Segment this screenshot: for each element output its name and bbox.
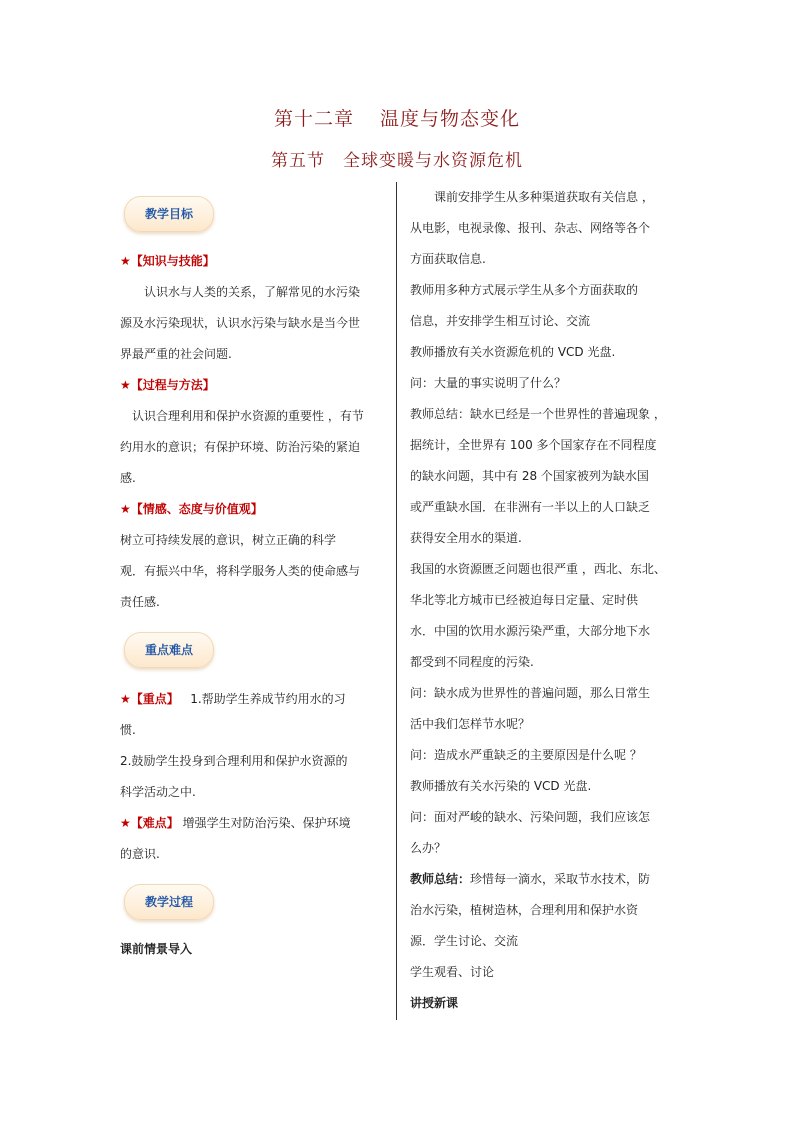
knowledge-skills-heading: ★【知识与技能】 [120,254,215,268]
key-point-line: 2.鼓励学生投身到合理利用和保护水资源的 [120,754,348,768]
process-text-line: 我国的水资源匮乏问题也很严重 ，西北、东北、 [410,562,666,576]
emotion-line: 观．有振兴中华，将科学服务人类的使命感与 [120,564,361,578]
new-lesson-heading: 讲授新课 [410,996,459,1010]
chapter-name: 温度与物态变化 [380,108,521,130]
emotion-line: 树立可持续发展的意识，树立正确的科学 [120,533,337,547]
difficult-point-label: ★【难点】 [120,816,179,830]
chapter-title [0,104,794,131]
key-point-text: 1.帮助学生养成节约用水的习 [190,692,346,706]
emotion-values-heading: ★【情感、态度与价值观】 [120,502,263,516]
process-text-line: 治水污染，植树造林，合理利用和保护水资 [410,903,639,917]
process-methods-heading: ★【过程与方法】 [120,378,215,392]
chapter-label: 第十二章 [273,108,354,130]
process-text-line: 学生观看、讨论 [410,965,495,979]
process-text-line: 课前安排学生从多种渠道获取有关信息 ， [434,190,654,204]
process-text-line: 教师播放有关水资源危机的 VCD 光盘. [410,345,616,359]
process-text-line: 教师用多种方式展示学生从多个方面获取的 [410,283,639,297]
process-text-line: 教师总结：缺水已经是一个世界性的普遍现象 ， [410,407,666,421]
process-text-line: 据统计，全世界有 100 多个国家存在不同程度 [410,438,657,452]
process-line: 认识合理利用和保护水资源的重要性 ，有节 [132,409,364,423]
process-text-line: 教师播放有关水污染的 VCD 光盘. [410,779,592,793]
process-text-line: 源．学生讨论、交流 [410,934,519,948]
section-label: 第五节 [271,151,325,171]
section-name: 全球变暖与水资源危机 [343,151,523,171]
process-text-line: 的缺水问题，其中有 28 个国家被列为缺水国 [410,469,649,483]
difficult-point-line [120,808,388,839]
process-text-line: 或严重缺水国．在非洲有一半以上的人口缺乏 [410,500,651,514]
process-text-line: 华北等北方城市已经被迫每日定量、定时供 [410,593,639,607]
process-text-line: 信息，并安排学生相互讨论、交流 [410,314,591,328]
process-line: 感. [120,471,136,485]
teaching-process-pill: 教学过程 [124,884,214,920]
difficult-point-text: 增强学生对防治污染、保护环境 [182,816,351,830]
key-point-label: ★【重点】 [120,692,179,706]
knowledge-line: 界最严重的社会问题. [120,347,232,361]
key-difficult-pill: 重点难点 [124,632,214,668]
process-text-line: 从电影，电视录像、报刊、杂志、网络等各个 [410,221,651,235]
knowledge-line: 认识水与人类的关系，了解常见的水污染 [144,285,361,299]
right-column [410,182,682,1019]
teacher-summary-line [410,864,682,895]
key-point-line [120,684,388,715]
process-text-line: 问：造成水严重缺乏的主要原因是什么呢 ？ [410,748,642,762]
key-point-line: 科学活动之中. [120,785,196,799]
teacher-summary-label: 教师总结： [410,872,471,886]
column-divider [396,182,397,1020]
process-text-line: 方面获取信息. [410,252,486,266]
difficult-point-line: 的意识. [120,847,160,861]
process-text-line: 获得安全用水的渠道. [410,531,522,545]
process-line: 约用水的意识；有保护环境、防治污染的紧迫 [120,440,361,454]
teaching-goals-pill: 教学目标 [124,196,214,232]
teacher-summary-text: 珍惜每一滴水，采取节水技术，防 [470,872,651,886]
process-text-line: 问：面对严峻的缺水、污染问题，我们应该怎 [410,810,651,824]
intro-heading: 课前情景导入 [120,942,193,956]
knowledge-line: 源及水污染现状，认识水污染与缺水是当今世 [120,316,361,330]
process-text-line: 问：大量的事实说明了什么？ [410,376,567,390]
process-text-line: 活中我们怎样节水呢？ [410,717,531,731]
process-text-line: 都受到不同程度的污染. [410,655,534,669]
emotion-line: 责任感. [120,595,160,609]
key-point-line: 惯. [120,723,136,737]
process-text-line: 水．中国的饮用水源污染严重，大部分地下水 [410,624,651,638]
process-text-line: 么办？ [410,841,447,855]
section-title [0,146,794,171]
process-text-line: 问：缺水成为世界性的普遍问题，那么日常生 [410,686,651,700]
left-column [120,190,388,965]
